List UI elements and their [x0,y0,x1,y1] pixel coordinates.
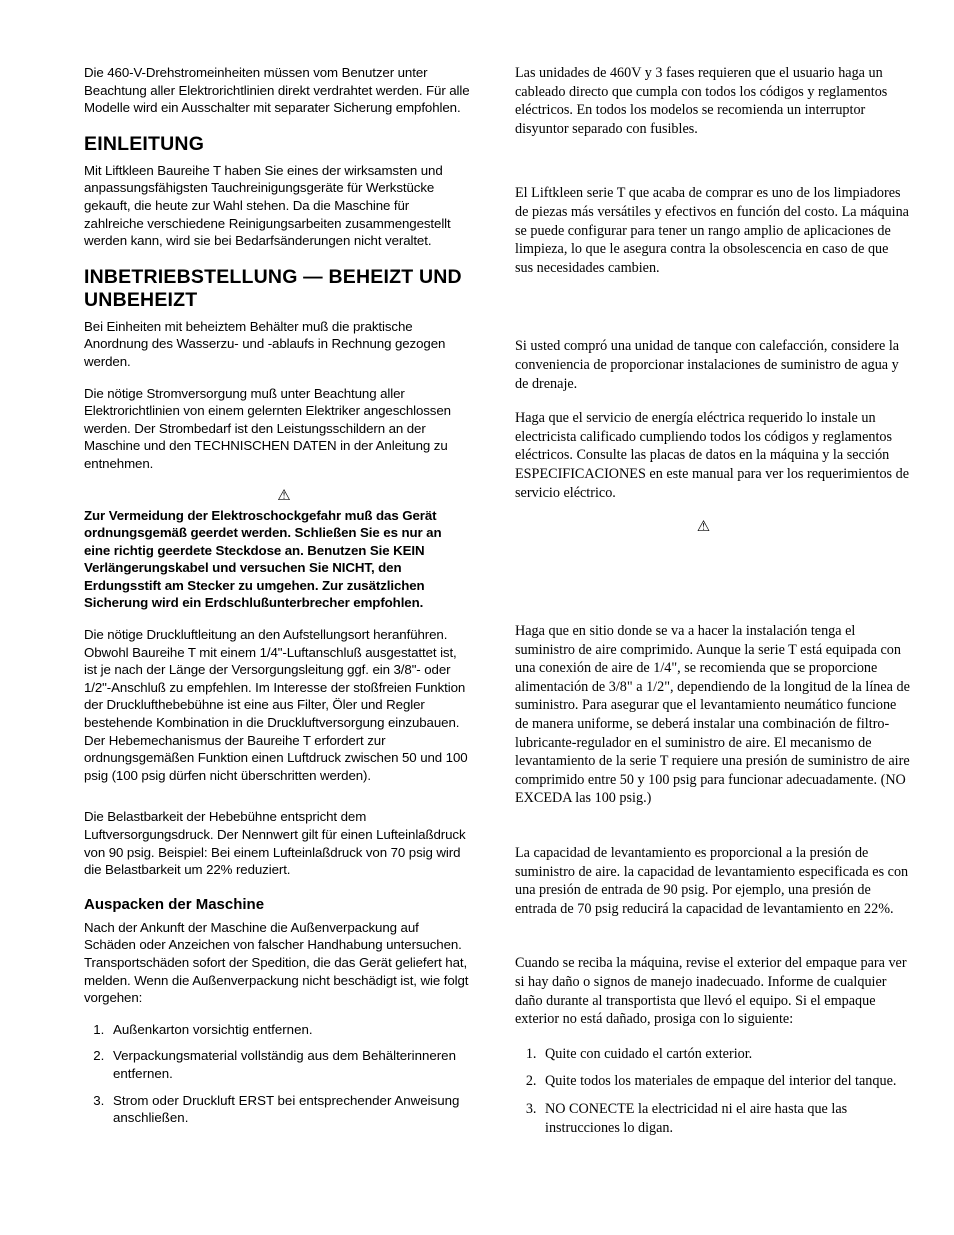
spacer [515,154,910,184]
german-inbetrieb-paragraph-1: Bei Einheiten mit beheiztem Behälter muß die praktische Anordnung des Wasserzu- und -ablaufs in Rechnung gezogen werden. [84,318,446,369]
heading-einleitung: EINLEITUNG [84,132,205,155]
spacer [84,798,470,808]
spanish-warning-row [515,518,910,536]
german-warning-text: Zur Vermeidung der Elektroschockgefahr muß das Gerät ordnungsgemäß geerdet werden. Schließen Sie es nur an eine richtig geerdete Steckdose an. Benutzen Sie KEIN Verlängerungskabel und versuchen Sie NICHT, den Erdungsstift am Stecker zu umgehen. Zur zusätzlichen Sicherung wird ein Erdschlußunterbrecher empfohlen. [84,507,442,611]
list-item: 3. NO CONECTE la electricidad ni el aire hasta que las instrucciones lo digan. [540,1100,910,1137]
two-column-body [0,64,954,1146]
german-intro-paragraph: Die 460-V-Drehstromeinheiten müssen vom Benutzer unter Beachtung aller Elektrorichtlinien direkt verdrahtet werden. Für alle Modelle wird ein Ausschalter mit separater Sicherung empfohlen. [84,65,470,116]
german-inbetrieb-paragraph-2: Die nötige Stromversorgung muß unter Beachtung aller Elektrorichtlinien von einem gelernten Elektriker angeschlossen werden. Der Strombedarf ist den Leistungsschildern an der Maschine und den TECHNISCHEN DATEN in der Anleitung zu entnehmen. [84,385,451,471]
spacer [515,293,910,337]
spanish-steps-list [515,1045,910,1137]
warning-triangle-icon: ⚠ [277,486,291,504]
list-item: 2. Verpackungsmaterial vollständig aus dem Behälterinneren entfernen. [108,1047,470,1082]
german-capacity-paragraph: Die Belastbarkeit der Hebebühne entspricht dem Luftversorgungsdruck. Der Nennwert gilt für einen Lufteinlaßdruck von 90 psig. Beispiel: Bei einem Lufteinlaßdruck von 70 psig wird die Belastbarkeit um 22% reduziert. [84,809,466,878]
german-auspacken-paragraph: Nach der Ankunft der Maschine die Außenverpackung auf Schäden oder Anzeichen von falscher Handhabung untersuchen. Transportschäden sofort der Spedition, die das Gerät geliefert hat, melden. Wenn die Außenverpackung nicht beschädigt ist, wie folgt vorgehen: [84,919,469,1006]
spacer [515,824,910,844]
german-air-paragraph: Die nötige Druckluftleitung an den Aufstellungsort heranführen. Obwohl Baureihe T mit einem 1/4"-Luftanschluß ausgestattet ist, ist je nach der Länge der Versorgungsleitung ggf. ein 3/8"- oder 1/2"-Anschluß zu empfehlen. Im Interesse der stoßfreien Funktion der Drucklufthebebühne ist eine aus Filter, Öler und Regler bestehende Kombination in die Druckluftversorgung einzubauen. Der Hebemechanismus der Baureihe T erfordert zur ordnungsgemäßen Funktion einen Luftdruck zwischen 50 und 100 psig (100 psig dürfen nicht überschritten werden). [84,627,468,783]
german-warning-row [84,487,470,505]
german-steps-list [84,1021,470,1127]
german-column [84,64,470,1136]
spacer [515,544,910,622]
list-item: 1. Quite con cuidado el cartón exterior. [540,1045,910,1064]
spacer [515,934,910,954]
spanish-air-paragraph: Haga que en sitio donde se va a hacer la instalación tenga el suministro de aire comprimido. Aunque la serie T está equipada con una conexión de aire de 1/4", se recomienda que se proporcione alimentación de 3/8" a 1/2", dependiendo de la longitud de la línea de suministro. Para asegurar que el levantamiento neumático funcione de manera uniforme, se deberá instalar una combinación de filtro-lubricante-regulador en el suministro de aire. El mecanismo de levantamiento de la serie T requiere una presión de suministro de aire comprimido entre 50 y 100 psig para funcionar adecuadamente. (NO EXCEDA las 100 psig.) [515,623,910,807]
spanish-intro-paragraph: Las unidades de 460V y 3 fases requieren que el usuario haga un cableado directo que cumpla con todos los códigos y reglamentos eléctricos. En todos los modelos se recomienda un interruptor disyuntor separado con fusibles. [515,65,888,137]
list-item: 1. Außenkarton vorsichtig entfernen. [108,1021,470,1039]
spanish-intro-paragraph-2: El Liftkleen serie T que acaba de comprar es uno de los limpiadores de piezas más versátiles y efectivos en función del costo. La máquina se puede configurar para tener un rango amplio de aplicaciones de limpieza, lo que le asegura contra la obsolescencia en caso de que sus necesidades cambien. [515,185,909,276]
spanish-electric-paragraph: Haga que el servicio de energía eléctrica requerido lo instale un electricista calificado cumpliendo todos los códigos y reglamentos eléctricos. Consulte las placas de datos en la máquina y la sección ESPECIFICACIONES en este manual para ver los requerimientos de servicio eléctrico. [515,410,910,501]
spanish-unpack-paragraph: Cuando se reciba la máquina, revise el exterior del empaque para ver si hay daño o signos de manejo inadecuado. Informe de cualquier daño durante al transportista que llevó el equipo. Si el empaque exterior no está dañado, prosiga con lo siguiente: [515,955,907,1028]
list-item: 2. Quite todos los materiales de empaque del interior del tanque. [540,1072,910,1091]
warning-triangle-icon: ⚠ [696,519,711,536]
heading-auspacken: Auspacken der Maschine [84,895,265,913]
spanish-tank-paragraph: Si usted compró una unidad de tanque con calefacción, considere la conveniencia de proporcionar instalaciones de suministro de agua y de drenaje. [515,338,900,392]
list-item: 3. Strom oder Druckluft ERST bei entsprechender Anweisung anschließen. [108,1092,470,1127]
spanish-capacity-paragraph: La capacidad de levantamiento es proporcional a la presión de suministro de aire. la capacidad de levantamiento especificada es con una presión de entrada de 90 psig. Por ejemplo, una presión de entrada de 70 psig reducirá la capacidad de levantamiento en 22%. [515,845,909,917]
german-einleitung-paragraph: Mit Liftkleen Baureihe T haben Sie eines der wirksamsten und anpassungsfähigsten Tauchreinigungsgeräte für Werkstücke gekauft, die heute zur Wahl stehen. Da die Maschine für zahlreiche verschiedene Reinigungsarbeiten zusammengestellt werden kann, wird sie bei Bedarfsänderungen nicht veraltet. [84,162,451,249]
heading-inbetriebstellung: INBETRIEBSTELLUNG — BEHEIZT UND UNBEHEIZT [84,265,462,311]
spanish-column [515,64,910,1146]
